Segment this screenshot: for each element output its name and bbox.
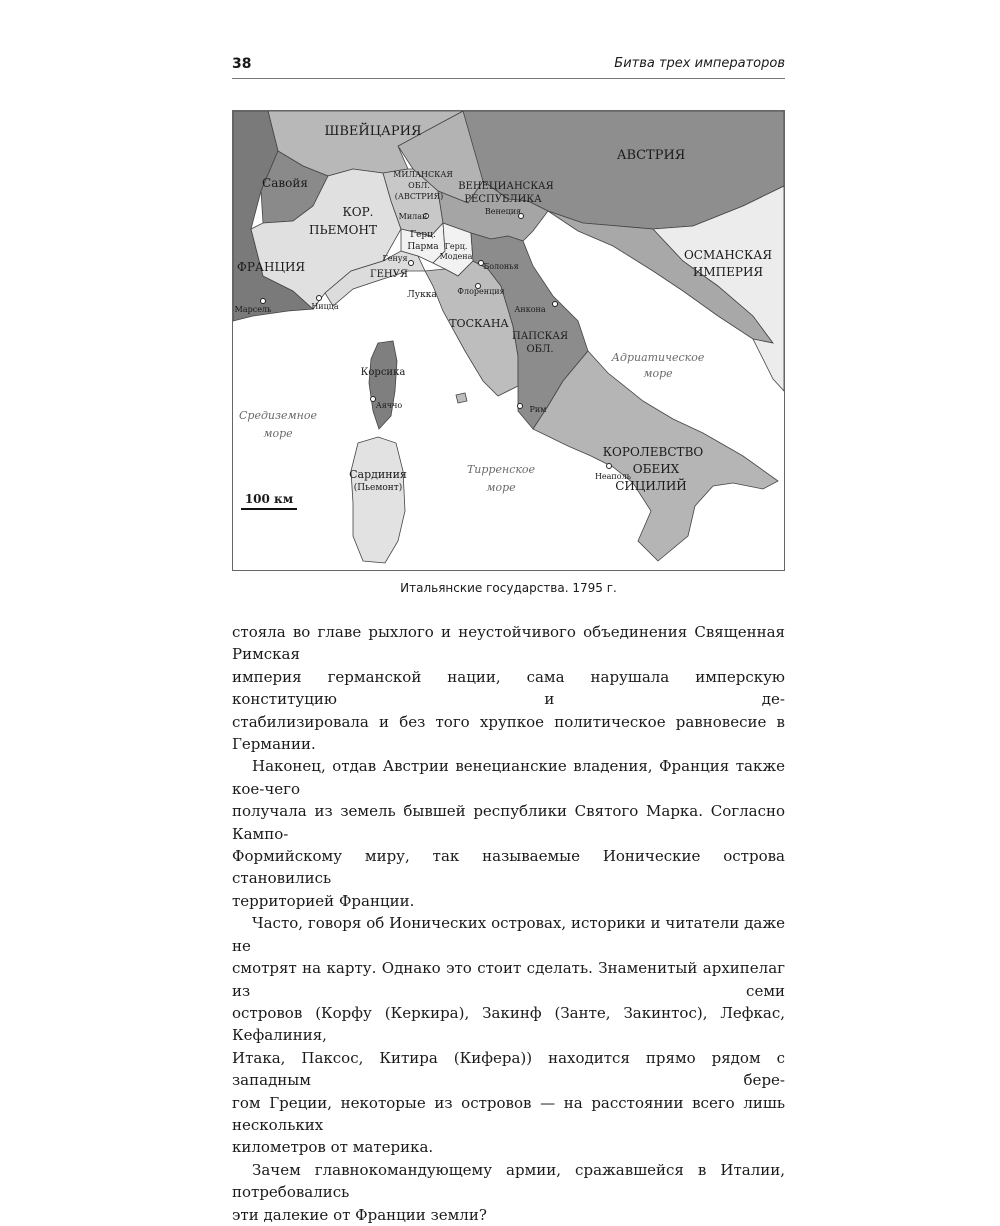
island-elba (456, 393, 467, 403)
city-florence: Флоренция (457, 287, 505, 296)
label-ottoman-line1: ОСМАНСКАЯ (683, 248, 773, 262)
header-rule (232, 78, 785, 79)
text-line: Часто, говоря об Ионических островах, историки и читатели даже не (232, 914, 785, 955)
sea-mediterranean-line1: Средиземное (238, 409, 318, 422)
text-line: Зачем главнокомандующему армии, сражавшейся в Италии, потребовались (232, 1160, 785, 1202)
label-tuscany: ТОСКАНА (449, 317, 509, 330)
scale-label: 100 км (244, 492, 294, 506)
figure-caption: Итальянские государства. 1795 г. (400, 581, 617, 595)
page-number: 38 (232, 56, 252, 72)
sea-tyrrhenian-line2: море (486, 481, 516, 494)
text-line: эти далекие от Франции земли? (232, 1205, 487, 1224)
running-title: Битва трех императоров (614, 56, 785, 71)
label-kingdom-line2: ПЬЕМОНТ (309, 223, 377, 237)
city-dot-rome (518, 404, 523, 409)
label-austria: АВСТРИЯ (616, 148, 686, 163)
label-switzerland: ШВЕЙЦАРИЯ (324, 124, 422, 139)
city-dot-naples (607, 464, 612, 469)
label-milan-line2: ОБЛ. (408, 181, 430, 190)
text-line: островов (Корфу (Керкира), Закинф (Занте, Закинтос), Лефкас, Кефалиния, (232, 1003, 785, 1045)
label-sicilies-line2: ОБЕИХ (632, 462, 680, 476)
text-line: империя германской нации, сама нарушала имперскую конституцию и де- (232, 667, 785, 709)
paragraph (232, 621, 785, 755)
city-ancona: Анкона (514, 305, 546, 314)
label-savoy: Савойя (262, 176, 308, 190)
label-parma-line2: Парма (407, 242, 439, 252)
label-papal-line2: ОБЛ. (526, 344, 554, 355)
label-papal-line1: ПАПСКАЯ (511, 331, 569, 342)
city-milan: Милан (398, 212, 428, 221)
paragraph (232, 1159, 785, 1226)
label-lucca: Лукка (407, 290, 437, 300)
sea-mediterranean-line2: море (263, 427, 293, 440)
text-line: километров от материка. (232, 1138, 434, 1157)
label-venice-line2: РЕСПУБЛИКА (464, 194, 542, 205)
sea-adriatic-line2: море (643, 367, 673, 380)
map-figure (232, 110, 785, 571)
text-line: территорией Франции. (232, 891, 415, 910)
label-sardinia-sub: (Пьемонт) (353, 483, 403, 493)
text-line: стабилизировала и без того хрупкое политическое равновесие в Германии. (232, 712, 785, 754)
label-venice-line1: ВЕНЕЦИАНСКАЯ (458, 181, 554, 192)
text-line: стояла во главе рыхлого и неустойчивого объединения Священная Римская (232, 623, 785, 664)
city-dot-marseille (261, 299, 266, 304)
city-dot-ajaccio (371, 397, 376, 402)
city-naples: Неаполь (594, 472, 632, 481)
text-line: Итака, Паксос, Китира (Кифера)) находится прямо рядом с западным бере- (232, 1048, 785, 1090)
city-dot-genoa (409, 261, 414, 266)
label-sicilies-line1: КОРОЛЕВСТВО (602, 445, 704, 459)
label-parma-line1: Герц. (410, 230, 436, 240)
label-modena-line1: Герц. (444, 242, 468, 251)
label-corsica: Корсика (360, 367, 406, 378)
city-rome: Рим (529, 405, 547, 414)
text-line: Формийскому миру, так называемые Ионические острова становились (232, 847, 785, 888)
map-of-italy-1795 (233, 111, 784, 570)
label-kingdom-line1: КОР. (342, 205, 374, 219)
label-milan-line3: (АВСТРИЯ) (394, 192, 444, 201)
label-ottoman-line2: ИМПЕРИЯ (692, 265, 764, 279)
text-line: гом Греции, некоторые из островов — на расстоянии всего лишь нескольких (232, 1093, 785, 1134)
label-france: ФРАНЦИЯ (236, 260, 306, 274)
label-milan-line1: МИЛАНСКАЯ (393, 170, 453, 179)
body-text (232, 621, 785, 1226)
city-bologna: Болонья (483, 262, 519, 271)
sea-tyrrhenian-line1: Тирренское (466, 463, 536, 476)
label-genoa: ГЕНУЯ (370, 269, 408, 280)
city-marseille: Марсель (234, 305, 272, 314)
city-ajaccio: Аяччо (375, 401, 403, 410)
label-sicilies-line3: СИЦИЛИЙ (615, 479, 687, 493)
city-dot-nice (317, 296, 322, 301)
label-sardinia: Сардиния (349, 468, 407, 481)
label-modena-line2: Модена (439, 252, 473, 261)
paragraph (232, 912, 785, 1158)
text-line: Наконец, отдав Австрии венецианские владения, Франция также кое-чего (232, 757, 785, 798)
city-dot-ancona (553, 302, 558, 307)
paragraph (232, 755, 785, 912)
city-nice: Ницца (311, 302, 339, 311)
city-genoa: Генуя (382, 254, 408, 263)
text-line: смотрят на карту. Однако это стоит сделать. Знаменитый архипелаг из семи (232, 959, 785, 1000)
text-line: получала из земель бывшей республики Святого Марка. Согласно Кампо- (232, 802, 785, 843)
city-venice: Венеция (484, 207, 522, 216)
page-header (232, 50, 785, 80)
sea-adriatic-line1: Адриатическое (611, 351, 705, 364)
